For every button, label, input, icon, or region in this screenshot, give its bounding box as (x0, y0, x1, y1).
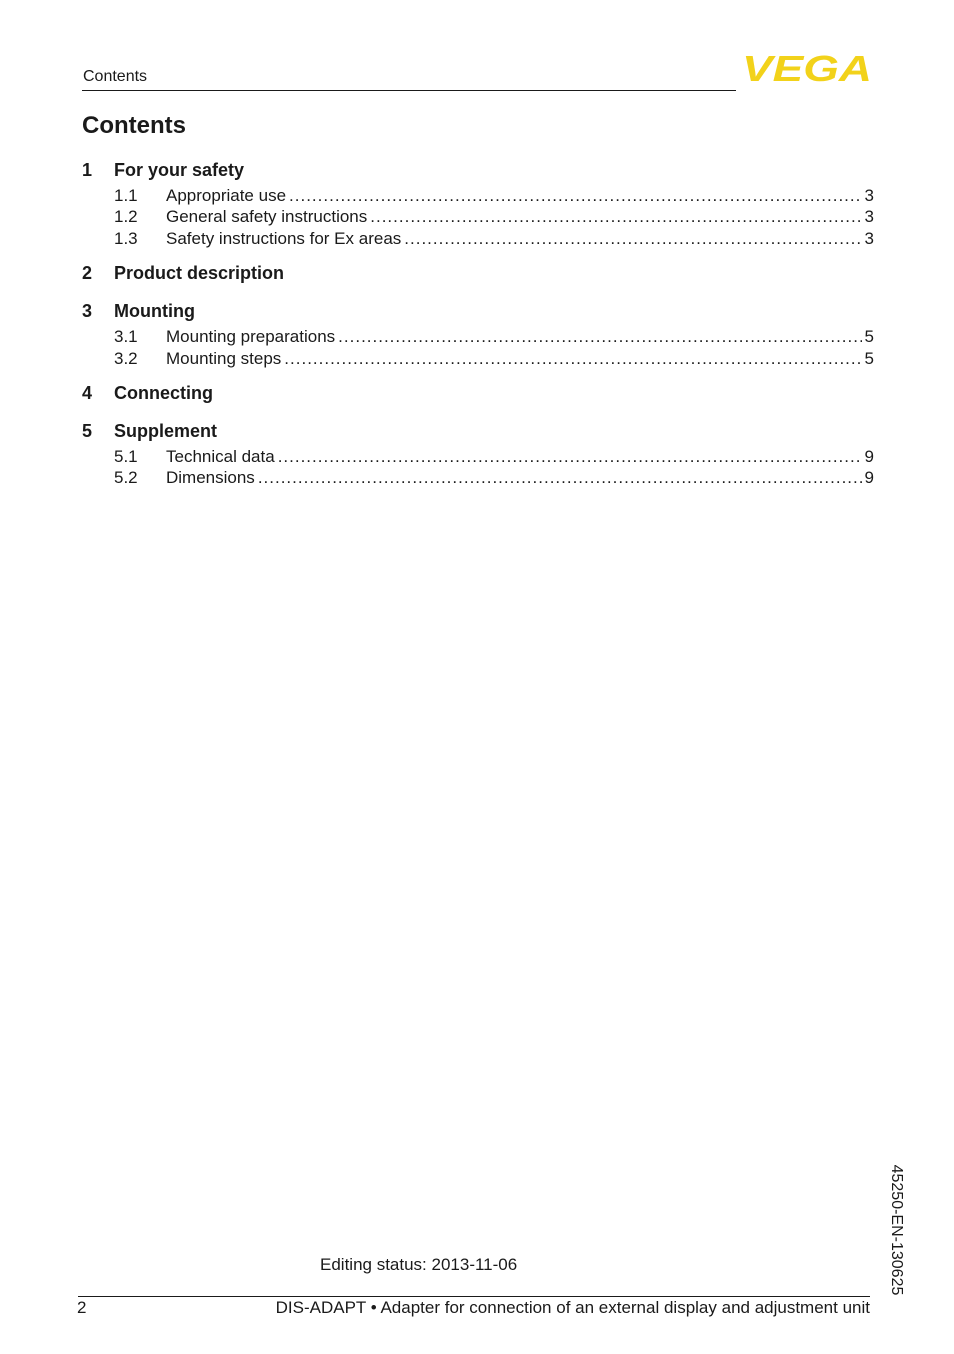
toc-entry-label: Technical data (166, 447, 275, 466)
toc-entry-page: 9 (864, 468, 874, 487)
toc-entry-page: 9 (864, 447, 874, 466)
header-label: Contents (83, 68, 148, 85)
toc-section-label: Mounting (114, 301, 195, 321)
toc-entry-page: 5 (864, 327, 874, 346)
page-title: Contents (82, 112, 186, 139)
toc-entry-label: General safety instructions (166, 207, 368, 226)
toc-entry-number: 3.2 (114, 349, 138, 368)
toc-section-label: Supplement (114, 421, 218, 441)
toc-section-label: For your safety (114, 160, 245, 180)
document-number: 45250-EN-130625 (888, 1164, 905, 1296)
toc-entry-number: 1.3 (114, 229, 138, 248)
footer-rule (78, 1296, 870, 1297)
toc-section-number: 5 (82, 421, 93, 441)
page-number: 2 (77, 1298, 87, 1317)
vega-logo (742, 52, 872, 84)
toc-entry-label: Mounting preparations (166, 327, 336, 346)
toc-entry[interactable] (114, 468, 874, 490)
toc-entry-label: Dimensions (166, 468, 255, 487)
leader-dots (289, 186, 862, 206)
editing-status: Editing status: 2013-11-06 (320, 1255, 518, 1274)
toc-entry-page: 3 (864, 229, 874, 248)
toc-entry-page: 3 (864, 186, 874, 205)
toc-entry-page: 3 (864, 207, 874, 226)
toc-entry-number: 1.1 (114, 186, 138, 205)
toc-entry[interactable] (114, 207, 874, 229)
toc-entry-number: 5.1 (114, 447, 138, 466)
toc-section-number: 2 (82, 263, 93, 283)
footer-text: DIS-ADAPT • Adapter for connection of an external display and adjustment unit (275, 1298, 870, 1317)
toc-entry-number: 5.2 (114, 468, 138, 487)
toc-entry-number: 1.2 (114, 207, 138, 226)
leader-dots (278, 447, 862, 467)
header-rule (82, 90, 736, 91)
toc-entry[interactable] (114, 327, 874, 349)
toc-section-number: 1 (82, 160, 93, 180)
svg-text:VEGA: VEGA (742, 52, 872, 84)
toc-entry[interactable] (114, 186, 874, 208)
leader-dots (258, 468, 862, 488)
toc-section-label: Product description (114, 263, 285, 283)
toc-entry[interactable] (114, 229, 874, 251)
toc-entry-label: Appropriate use (166, 186, 287, 205)
toc-entry[interactable] (114, 447, 874, 469)
toc-entry-label: Safety instructions for Ex areas (166, 229, 402, 248)
leader-dots (370, 207, 861, 227)
toc-entry-page: 5 (864, 349, 874, 368)
leader-dots (284, 349, 861, 369)
leader-dots (404, 229, 861, 249)
leader-dots (338, 327, 861, 347)
toc-section-number: 3 (82, 301, 93, 321)
toc-entry[interactable] (114, 349, 874, 371)
toc-entry-label: Mounting steps (166, 349, 282, 368)
toc-entry-number: 3.1 (114, 327, 138, 346)
toc-section-label: Connecting (114, 383, 213, 403)
toc-section-number: 4 (82, 383, 93, 403)
